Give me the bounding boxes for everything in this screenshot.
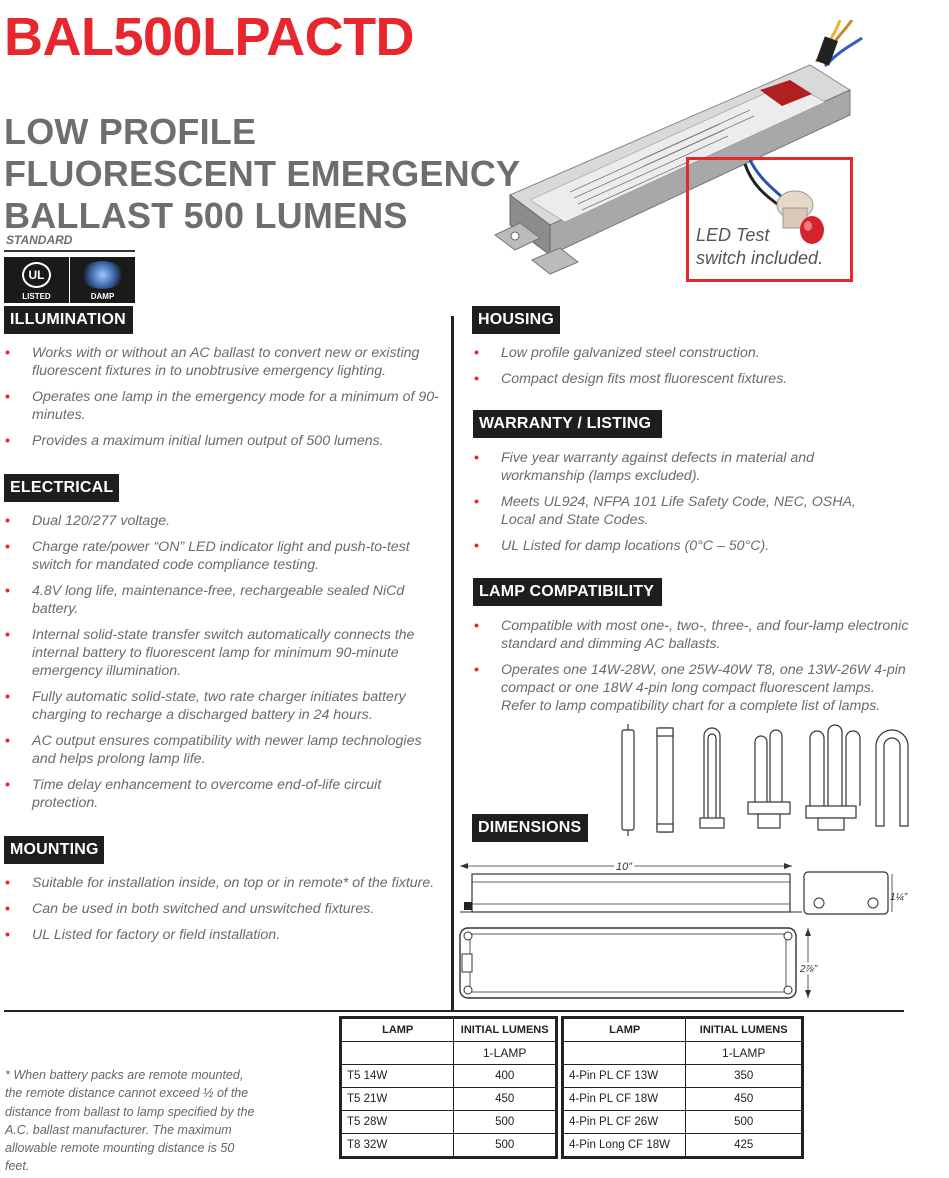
bullet-icon: •: [5, 901, 10, 917]
list-item-text: Low profile galvanized steel construction.: [501, 345, 760, 361]
damp-label: DAMP: [90, 292, 115, 301]
table-header-row: [342, 1019, 556, 1042]
illumination-list: [4, 344, 444, 458]
water-drops-icon: [80, 261, 125, 289]
list-item-text: Time delay enhancement to overcome end-of-life circuit protection.: [32, 777, 382, 811]
empty-cell: [342, 1042, 454, 1065]
standard-label: STANDARD: [6, 233, 73, 247]
column-header-lumens: INITIAL LUMENS: [454, 1019, 556, 1042]
housing-heading: HOUSING: [472, 306, 560, 334]
remote-mount-footnote: * When battery packs are remote mounted, the remote distance cannot exceed ½ of the distance from ballast to lamp specified by the A.C. ballast manufacturer. The maximum allowable remote mounting distance is 50 feet.: [5, 1068, 255, 1174]
list-item: [4, 688, 444, 724]
table-header-row: [564, 1019, 802, 1042]
bullet-icon: •: [5, 875, 10, 891]
lamp-cell: 4-Pin PL CF 26W: [564, 1111, 686, 1134]
mounting-heading: MOUNTING: [4, 836, 104, 864]
list-item-text: Compatible with most one-, two-, three-, and four-lamp electronic standard and dimming AC ballasts.: [501, 618, 909, 652]
list-item: [473, 449, 893, 485]
bullet-icon: •: [5, 433, 10, 449]
column-header-lamp: LAMP: [564, 1019, 686, 1042]
list-item-text: AC output ensures compatibility with newer lamp technologies and helps prolong lamp life.: [32, 733, 422, 767]
list-item: [4, 926, 444, 944]
list-item-text: Five year warranty against defects in material and workmanship (lamps excluded).: [501, 450, 815, 484]
list-item-text: Compact design fits most fluorescent fixtures.: [501, 371, 788, 387]
list-item: [4, 582, 444, 618]
list-item-text: Can be used in both switched and unswitched fixtures.: [32, 901, 375, 917]
lamp-cell: T8 32W: [342, 1134, 454, 1157]
warranty-heading: WARRANTY / LISTING: [473, 410, 662, 438]
empty-cell: [564, 1042, 686, 1065]
list-item: [473, 661, 913, 715]
table-row: [564, 1134, 802, 1157]
bullet-icon: •: [5, 927, 10, 943]
bullet-icon: •: [5, 689, 10, 705]
list-item-text: Provides a maximum initial lumen output of 500 lumens.: [32, 433, 384, 449]
bullet-icon: •: [474, 345, 479, 361]
compatible-lamps-image: [600, 722, 920, 840]
bullet-icon: •: [474, 450, 479, 466]
subtitle-line-1: LOW PROFILE: [4, 111, 257, 152]
bullet-icon: •: [474, 494, 479, 510]
ul-logo-icon: UL: [22, 262, 51, 288]
list-item: [473, 344, 913, 362]
dimension-width: 2⅞”: [800, 964, 818, 975]
housing-list: [473, 344, 913, 396]
lumens-cell: 350: [686, 1065, 802, 1088]
list-item: [4, 538, 444, 574]
lamp-cell: T5 28W: [342, 1111, 454, 1134]
list-item-text: UL Listed for factory or field installation.: [32, 927, 281, 943]
long-cf-lamp-icon: [700, 728, 724, 828]
illumination-heading: ILLUMINATION: [4, 306, 133, 334]
bullet-icon: •: [474, 618, 479, 634]
list-item: [4, 900, 444, 918]
dimensions-heading: DIMENSIONS: [472, 814, 588, 842]
lamp-cell: 4-Pin PL CF 13W: [564, 1065, 686, 1088]
lamp-compatibility-heading: LAMP COMPATIBILITY: [473, 578, 662, 606]
list-item-text: Works with or without an AC ballast to convert new or existing fluorescent fixtures in to unobtrusive emergency lighting.: [32, 345, 420, 379]
lumens-cell: 450: [686, 1088, 802, 1111]
bullet-icon: •: [5, 513, 10, 529]
table-row: [342, 1134, 556, 1157]
list-item: [4, 732, 444, 768]
list-item: [4, 626, 444, 680]
list-item: [4, 512, 444, 530]
footer-divider: [4, 1010, 904, 1012]
list-item-text: Meets UL924, NFPA 101 Life Safety Code, NEC, OSHA, Local and State Codes.: [501, 494, 856, 528]
list-item-text: Charge rate/power “ON” LED indicator light and push-to-test switch for mandated code compliance testing.: [32, 539, 410, 573]
electrical-heading: ELECTRICAL: [4, 474, 119, 502]
listed-label: LISTED: [22, 292, 51, 301]
page-title: BAL500LPACTD: [4, 7, 415, 67]
dimension-length: 10”: [616, 861, 632, 873]
lumen-table-linear: [341, 1018, 556, 1157]
bullet-icon: •: [5, 345, 10, 361]
list-item: [4, 874, 444, 892]
list-item-text: Operates one 14W-28W, one 25W-40W T8, one 13W-26W 4-pin compact or one 18W 4-pin long compact fluorescent lamps. Refer to lamp compatibility chart for a complete list of lamps.: [501, 662, 906, 714]
table-row: [342, 1065, 556, 1088]
warranty-list: [473, 449, 893, 563]
list-item-text: Dual 120/277 voltage.: [32, 513, 171, 529]
bullet-icon: •: [474, 662, 479, 678]
lumens-cell: 500: [454, 1111, 556, 1134]
title-divider: [4, 250, 135, 252]
bullet-icon: •: [5, 539, 10, 555]
subtitle-line-3: BALLAST 500 LUMENS: [4, 195, 408, 236]
column-subheader: 1-LAMP: [686, 1042, 802, 1065]
led-test-callout: [696, 224, 823, 270]
list-item: [473, 537, 893, 555]
ul-listed-badge: [4, 257, 69, 303]
list-item: [473, 370, 913, 388]
list-item: [4, 388, 444, 424]
table-row: [342, 1111, 556, 1134]
table-row: [564, 1065, 802, 1088]
table-row: [564, 1111, 802, 1134]
lamp-cell: T5 14W: [342, 1065, 454, 1088]
column-header-lamp: LAMP: [342, 1019, 454, 1042]
list-item: [473, 493, 893, 529]
lumen-table-compact: [563, 1018, 802, 1157]
dimension-drawing: [452, 852, 912, 1007]
pl-cf-2u-lamp-icon: [748, 730, 790, 828]
lumens-cell: 500: [454, 1134, 556, 1157]
list-item-text: Internal solid-state transfer switch automatically connects the internal battery to fluorescent lamp for minimum 90-minute emergency illumination.: [32, 627, 415, 679]
subtitle-line-2: FLUORESCENT EMERGENCY: [4, 153, 521, 194]
t8-lamp-icon: [657, 728, 673, 832]
lamp-compatibility-list: [473, 617, 913, 723]
bullet-icon: •: [5, 583, 10, 599]
pl-cf-4u-lamp-icon: [806, 725, 860, 830]
list-item-text: Fully automatic solid-state, two rate charger initiates battery charging to recharge a discharged battery in 24 hours.: [32, 689, 406, 723]
bullet-icon: •: [5, 733, 10, 749]
damp-badge: [70, 257, 135, 303]
bullet-icon: •: [5, 389, 10, 405]
table-row: [342, 1088, 556, 1111]
lamp-cell: 4-Pin Long CF 18W: [564, 1134, 686, 1157]
electrical-list: [4, 512, 444, 820]
list-item-text: Operates one lamp in the emergency mode for a minimum of 90-minutes.: [32, 389, 439, 423]
list-item-text: UL Listed for damp locations (0°C – 50°C).: [501, 538, 770, 554]
list-item: [4, 776, 444, 812]
table-subheader-row: [564, 1042, 802, 1065]
list-item-text: Suitable for installation inside, on top or in remote* of the fixture.: [32, 875, 435, 891]
lamp-cell: T5 21W: [342, 1088, 454, 1111]
lamp-cell: 4-Pin PL CF 18W: [564, 1088, 686, 1111]
bullet-icon: •: [5, 627, 10, 643]
dimension-height: 1¼”: [890, 892, 908, 903]
bullet-icon: •: [5, 777, 10, 793]
list-item: [473, 617, 913, 653]
table-subheader-row: [342, 1042, 556, 1065]
bullet-icon: •: [474, 538, 479, 554]
lumens-cell: 500: [686, 1111, 802, 1134]
lumens-cell: 425: [686, 1134, 802, 1157]
column-subheader: 1-LAMP: [454, 1042, 556, 1065]
column-header-lumens: INITIAL LUMENS: [686, 1019, 802, 1042]
list-item: [4, 344, 444, 380]
t5-lamp-icon: [622, 724, 634, 836]
lumens-cell: 450: [454, 1088, 556, 1111]
callout-line-1: LED Test: [696, 225, 770, 245]
u-bend-lamp-icon: [876, 730, 908, 826]
table-row: [564, 1088, 802, 1111]
mounting-list: [4, 874, 444, 952]
list-item: [4, 432, 444, 450]
lumens-cell: 400: [454, 1065, 556, 1088]
bullet-icon: •: [474, 371, 479, 387]
list-item-text: 4.8V long life, maintenance-free, rechargeable sealed NiCd battery.: [32, 583, 405, 617]
callout-line-2: switch included.: [696, 248, 824, 268]
